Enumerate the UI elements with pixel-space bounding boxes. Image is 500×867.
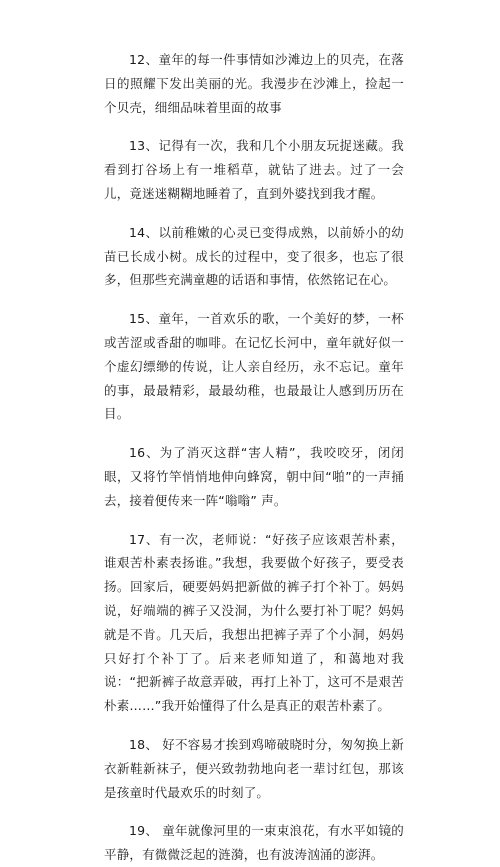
paragraph-17: 17、有一次，老师说：“好孩子应该艰苦朴素，谁艰苦朴素表扬谁。”我想，我要做个好孩子，要受表扬。回家后，硬要妈妈把新做的裤子打个补丁。妈妈说，好端端的裤子又没洞，为什么要打补丁呢？妈妈就是不肯。几天后，我想出把裤子弄了个小洞，妈妈只好打个补丁了。后来老师知道了，和蔼地对我说：“把新裤子故意弄破，再打上补丁，这可不是艰苦朴素……”我开始懂得了什么是真正的艰苦朴素了。	[104, 531, 404, 714]
paragraph-12: 12、童年的每一件事情如沙滩边上的贝壳，在落日的照耀下发出美丽的光。我漫步在沙滩上，捡起一个贝壳，细细品味着里面的故事	[104, 52, 404, 115]
paragraph-18: 18、 好不容易才挨到鸡啼破晓时分，匆匆换上新衣新鞋新袜子，便兴致勃勃地向老一辈讨红包，那该是孩童时代最欢乐的时刻了。	[104, 736, 404, 800]
paragraph-15: 15、童年，一首欢乐的歌，一个美好的梦，一杯或苦涩或香甜的咖啡。在记忆长河中，童年就好似一个虚幻缥缈的传说，让人亲自经历，永不忘记。童年的事，最最精彩，最最幼稚，也最最让人感到历历在目。	[104, 311, 404, 422]
paragraph-13: 13、记得有一次，我和几个小朋友玩捉迷藏。我看到打谷场上有一堆稻草，就钻了进去。过了一会儿，竟迷迷糊糊地睡着了，直到外婆找到我才醒。	[104, 138, 404, 201]
paragraph-14: 14、以前稚嫩的心灵已变得成熟，以前娇小的幼苗已长成小树。成长的过程中，变了很多，也忘了很多，但那些充满童趣的话语和事情，依然铭记在心。	[104, 224, 404, 288]
paragraph-19: 19、 童年就像河里的一束束浪花，有水平如镜的平静，有微微泛起的涟漪，也有波涛汹涌的澎湃。	[104, 823, 404, 863]
paragraph-16: 16、为了消灭这群“害人精”，我咬咬牙，闭闭眼，又将竹竿悄悄地伸向蜂窝，朝中间“啪”的一声捅去，接着便传来一阵“嗡嗡” 声。	[104, 445, 404, 508]
